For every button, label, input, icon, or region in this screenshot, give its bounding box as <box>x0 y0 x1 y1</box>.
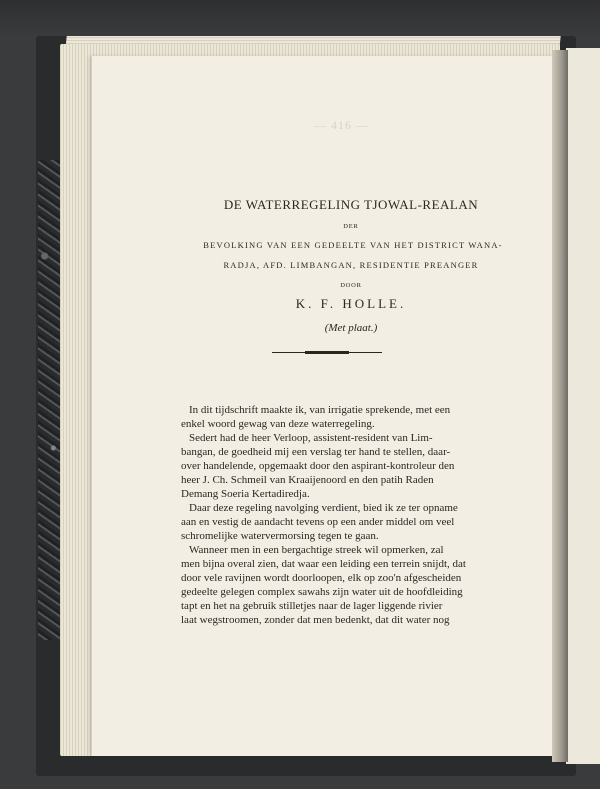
body-line: bangan, de goedheid mij een verslag ter hand te stellen, daar- <box>181 446 451 458</box>
body-line: door vele ravijnen wordt doorloopen, elk op zoo'n afgescheiden <box>181 572 462 584</box>
body-line: Daar deze regeling navolging verdient, bied ik ze ter opname <box>189 502 458 514</box>
body-line: Wanneer men in een bergachtige streek wil opmerken, zal <box>189 544 444 556</box>
body-line: men bijna overal zien, dat waar een leiding een terrein snijdt, dat <box>181 558 466 570</box>
body-line: schromelijke watervermorsing tegen te gaan. <box>181 530 379 542</box>
byline-connector: DOOR <box>340 282 362 289</box>
plate-note: (Met plaat.) <box>324 322 378 334</box>
body-line: Demang Soeria Kertadiredja. <box>181 488 310 500</box>
article-title: DE WATERREGELING TJOWAL-REALAN <box>223 197 479 212</box>
body-line: heer J. Ch. Schmeil van Kraaijenoord en den patih Raden <box>181 474 434 486</box>
marbled-edge <box>38 160 60 640</box>
body-line: laat wegstroomen, zonder dat men bedenkt, dat dit water nog <box>181 614 450 626</box>
body-line: tapt en het na gebruik stilletjes naar de lager liggende rivier <box>181 600 443 612</box>
subtitle-line-2: RADJA, AFD. LIMBANGAN, RESIDENTIE PREANGER <box>223 260 479 270</box>
body-line: enkel woord gewag van deze waterregeling. <box>181 418 375 430</box>
page-content <box>181 0 510 789</box>
subtitle-line-1: BEVOLKING VAN EEN GEDEELTE VAN HET DISTRICT WANA- <box>203 240 503 250</box>
body-line: aan en vestig de aandacht tevens op een ander middel om veel <box>181 516 455 528</box>
body-line: Sedert had de heer Verloop, assistent-resident van Lim- <box>189 432 433 444</box>
book-gutter <box>552 50 568 762</box>
title-connector: DER <box>343 223 359 230</box>
body-line: over handelende, opgemaakt door den aspirant-kontroleur den <box>181 460 455 472</box>
body-line: gedeelte gelegen complex sawahs zijn water uit de hoofdleiding <box>181 586 463 598</box>
author-name: K. F. HOLLE. <box>295 296 407 311</box>
body-line: In dit tijdschrift maakte ik, van irrigatie sprekende, met een <box>189 404 451 416</box>
page-number: — 416 — <box>314 118 369 132</box>
divider-rule-center <box>305 351 349 354</box>
facing-page <box>566 48 600 764</box>
